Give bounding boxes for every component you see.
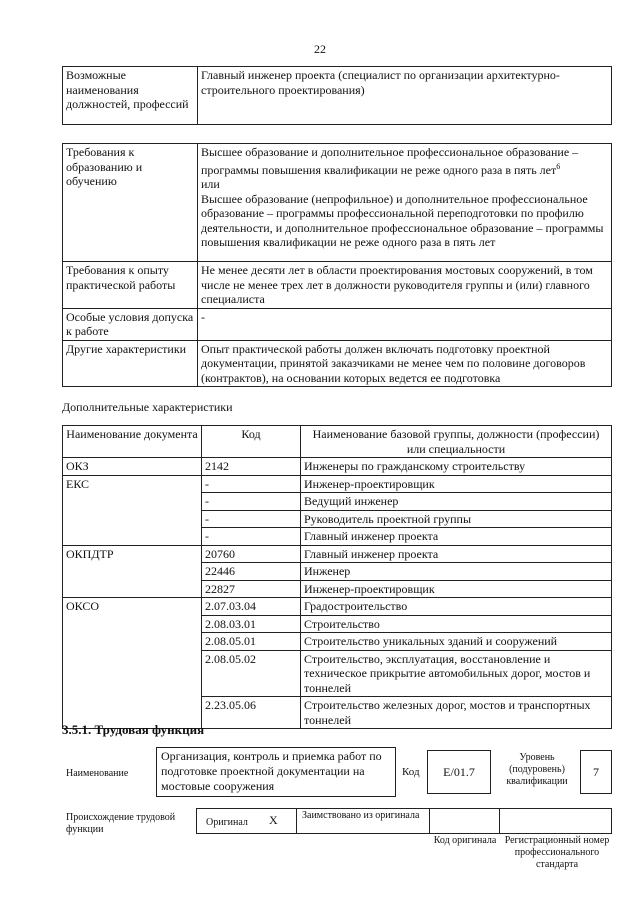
code-cell: 2142: [202, 458, 301, 476]
name-cell: Главный инженер проекта: [301, 545, 612, 563]
origin-label: Происхождение трудовой функции: [66, 812, 176, 835]
name-cell: Инженер-проектировщик: [301, 475, 612, 493]
table-row: [63, 598, 612, 616]
header-name: Наименование базовой группы, должности (профессии) или специальности: [301, 426, 612, 458]
code-cell: 22827: [202, 580, 301, 598]
name-cell: Руководитель проектной группы: [301, 510, 612, 528]
name-cell: Строительство: [301, 615, 612, 633]
name-cell: Градостроительство: [301, 598, 612, 616]
original-mark: X: [269, 813, 278, 827]
name-cell: Строительство железных дорог, мостов и транспортных тоннелей: [301, 697, 612, 729]
code-cell: 20760: [202, 545, 301, 563]
level-box: [580, 750, 612, 794]
other-characteristics-value: Опыт практической работы должен включать подготовку проектной документации, принятой заказчиками не менее чем по половине договоров (контрактов), на основании которых ведется ее подготовка: [198, 340, 612, 387]
positions-label: Возможные наименования должностей, профессий: [63, 67, 198, 125]
table-row: [63, 545, 612, 563]
code-cell: -: [202, 475, 301, 493]
education-line-2: Высшее образование (непрофильное) и дополнительное профессиональное образование – программы профессиональной переподготовки по профилю деятельности, и дополнительное профессиональное образование – программы повышения квалификации не реже одного раза в пять лет: [201, 191, 604, 249]
code-original-label: Код оригинала: [433, 835, 497, 846]
code-cell: 2.23.05.06: [202, 697, 301, 729]
positions-table: [62, 66, 612, 125]
doc-cell: [63, 650, 202, 697]
special-conditions-label: Особые условия допуска к работе: [63, 308, 198, 340]
table-row: [63, 563, 612, 581]
special-conditions-value: -: [198, 308, 612, 340]
education-line-1: Высшее образование и дополнительное профессиональное образование – программы повышения квалификации не реже одного раза в пять лет: [201, 145, 579, 177]
borrowed-label: Заимствовано из оригинала: [302, 810, 420, 821]
qualification-level-label: Уровень (подуровень) квалификации: [506, 752, 568, 787]
labor-function-title: 3.5.1. Трудовая функция: [62, 722, 205, 737]
table-row: [63, 493, 612, 511]
code-cell: 22446: [202, 563, 301, 581]
header-code: Код: [202, 426, 301, 458]
table-row: [63, 528, 612, 546]
original-label: Оригинал: [206, 817, 248, 828]
doc-cell: [63, 493, 202, 511]
doc-cell: [63, 580, 202, 598]
doc-cell: ОКЗ: [63, 458, 202, 476]
table-row: [63, 633, 612, 651]
doc-cell: ЕКС: [63, 475, 202, 493]
code-value: E/01.7: [443, 765, 475, 779]
code-cell: -: [202, 493, 301, 511]
table-row: [63, 615, 612, 633]
origin-row: [196, 808, 612, 834]
reg-number-label: Регистрационный номер профессионального стандарта: [504, 835, 610, 870]
doc-cell: [63, 510, 202, 528]
level-value: 7: [593, 765, 599, 779]
table-row: [63, 580, 612, 598]
code-cell: -: [202, 510, 301, 528]
function-name-label: Наименование: [66, 768, 129, 779]
other-characteristics-label: Другие характеристики: [63, 340, 198, 387]
table-row: [63, 650, 612, 697]
code-cell: -: [202, 528, 301, 546]
code-cell: 2.08.05.01: [202, 633, 301, 651]
code-label: Код: [402, 766, 420, 778]
name-cell: Главный инженер проекта: [301, 528, 612, 546]
additional-characteristics-title: Дополнительные характеристики: [62, 400, 233, 414]
code-cell: 2.07.03.04: [202, 598, 301, 616]
page-number: 22: [314, 42, 326, 56]
additional-characteristics-table: [62, 425, 612, 729]
education-value: [198, 144, 612, 262]
footnote-mark: 6: [556, 161, 561, 171]
name-cell: Инженер: [301, 563, 612, 581]
table-row: [63, 458, 612, 476]
function-name-value: Организация, контроль и приемка работ по подготовке проектной документации на мостовые сооружения: [161, 749, 382, 793]
doc-cell: [63, 563, 202, 581]
doc-cell: [63, 633, 202, 651]
doc-cell: [63, 528, 202, 546]
code-cell: 2.08.03.01: [202, 615, 301, 633]
table-row: [63, 475, 612, 493]
doc-cell: [63, 615, 202, 633]
table-row: [63, 510, 612, 528]
header-document: Наименование документа: [63, 426, 202, 458]
name-cell: Строительство уникальных зданий и сооружений: [301, 633, 612, 651]
name-cell: Ведущий инженер: [301, 493, 612, 511]
positions-value: Главный инженер проекта (специалист по организации архитектурно-строительного проектирования): [198, 67, 612, 125]
name-cell: Инженеры по гражданскому строительству: [301, 458, 612, 476]
doc-cell: ОКСО: [63, 598, 202, 616]
doc-cell: ОКПДТР: [63, 545, 202, 563]
name-cell: Инженер-проектировщик: [301, 580, 612, 598]
requirements-table: [62, 143, 612, 387]
function-name-box: [156, 747, 396, 797]
name-cell: Строительство, эксплуатация, восстановление и техническое прикрытие автомобильных дорог, мостов и тоннелей: [301, 650, 612, 697]
code-cell: 2.08.05.02: [202, 650, 301, 697]
education-label: Требования к образованию и обучению: [63, 144, 198, 262]
experience-label: Требования к опыту практической работы: [63, 262, 198, 309]
education-line-or: или: [201, 177, 220, 191]
experience-value: Не менее десяти лет в области проектирования мостовых сооружений, в том числе не менее трех лет в должности руководителя группы и (или) главного специалиста: [198, 262, 612, 309]
code-box: [427, 750, 491, 794]
